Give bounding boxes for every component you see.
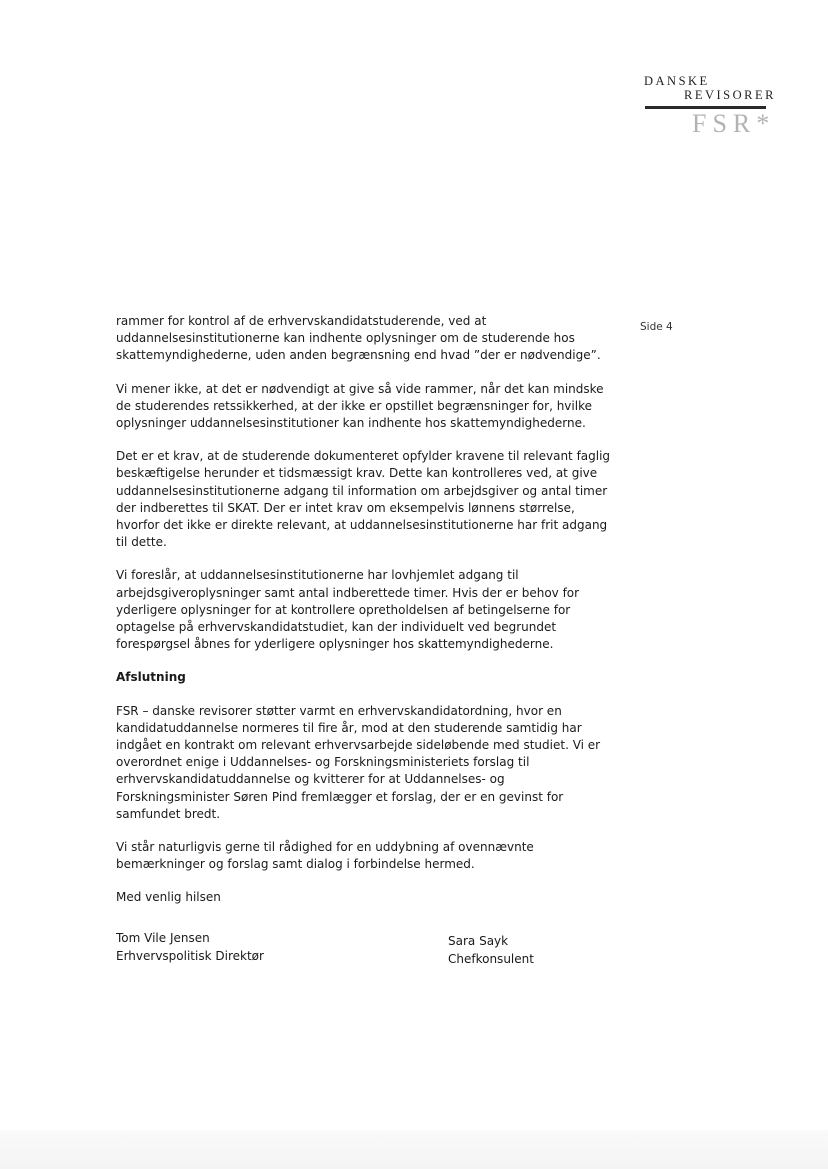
fsr-logo xyxy=(640,74,776,138)
paragraph: Vi mener ikke, at det er nødvendigt at give så vide rammer, når det kan mindske de studerendes retssikkerhed, at der ikke er opstillet begrænsninger for, hvilke oplysninger uddannelsesinstitutioner kan indhente hos skattemyndighederne. xyxy=(116,381,604,431)
paragraph: Det er et krav, at de studerende dokumenteret opfylder kravene til relevant faglig beskæftigelse herunder et tidsmæssigt krav. Dette kan kontrolleres ved, at give uddannelsesinstitutionerne adgang til information om arbejdsgiver og antal timer der indberettes til SKAT. Der er intet krav om eksempelvis lønnens størrelse, hvorfor det ikke er direkte relevant, at uddannelsesinstitutionerne har frit adgang til dette. xyxy=(116,449,611,550)
signatory-title: Chefkonsulent xyxy=(448,952,534,966)
signature-block-left xyxy=(116,929,264,965)
logo-text-revisorer: REVISORER xyxy=(684,88,776,102)
signatory-name: Tom Vile Jensen xyxy=(116,931,210,945)
signature-block-right xyxy=(448,932,534,968)
logo-mark-fsr: FSR* xyxy=(692,109,776,138)
paragraph: rammer for kontrol af de erhvervskandidatstuderende, ved at uddannelsesinstitutionerne kan indhente oplysninger om de studerende hos skattemyndighederne, uden anden begrænsning end hvad ”der er nødvendige”. xyxy=(116,314,601,363)
paragraph: FSR – danske revisorer støtter varmt en erhvervskandidatordning, hvor en kandidatuddannelse normeres til fire år, mod at den studerende samtidig har indgået en kontrakt om relevant erhvervsarbejde sideløbende med studiet. Vi er overordnet enige i Uddannelses- og Forskningsministeriets forslag til erhvervskandidatuddannelse og kvitterer for at Uddannelses- og Forskningsminister Søren Pind fremlægger et forslag, der er en gevinst for samfundet bredt. xyxy=(116,703,601,821)
greeting: Med venlig hilsen xyxy=(116,890,221,905)
letter-body xyxy=(116,313,616,923)
logo-text-danske: DANSKE xyxy=(644,74,710,88)
section-heading: Afslutning xyxy=(116,670,186,685)
signatory-title: Erhvervspolitisk Direktør xyxy=(116,949,264,963)
page-number: Side 4 xyxy=(640,321,673,333)
signatory-name: Sara Sayk xyxy=(448,934,509,948)
paragraph: Vi foreslår, at uddannelsesinstitutionerne har lovhjemlet adgang til arbejdsgiveroplysninger samt antal indberettede timer. Hvis der er behov for yderligere oplysninger for at kontrollere opretholdelsen af betingelserne for optagelse på erhvervskandidatstudiet, kan der individuelt ved begrundet forespørgsel åbnes for yderligere oplysninger hos skattemyndighederne. xyxy=(116,568,580,652)
paragraph: Vi står naturligvis gerne til rådighed for en uddybning af ovennævnte bemærkninger og forslag samt dialog i forbindelse hermed. xyxy=(116,840,534,872)
scan-bottom-edge xyxy=(0,1130,828,1169)
